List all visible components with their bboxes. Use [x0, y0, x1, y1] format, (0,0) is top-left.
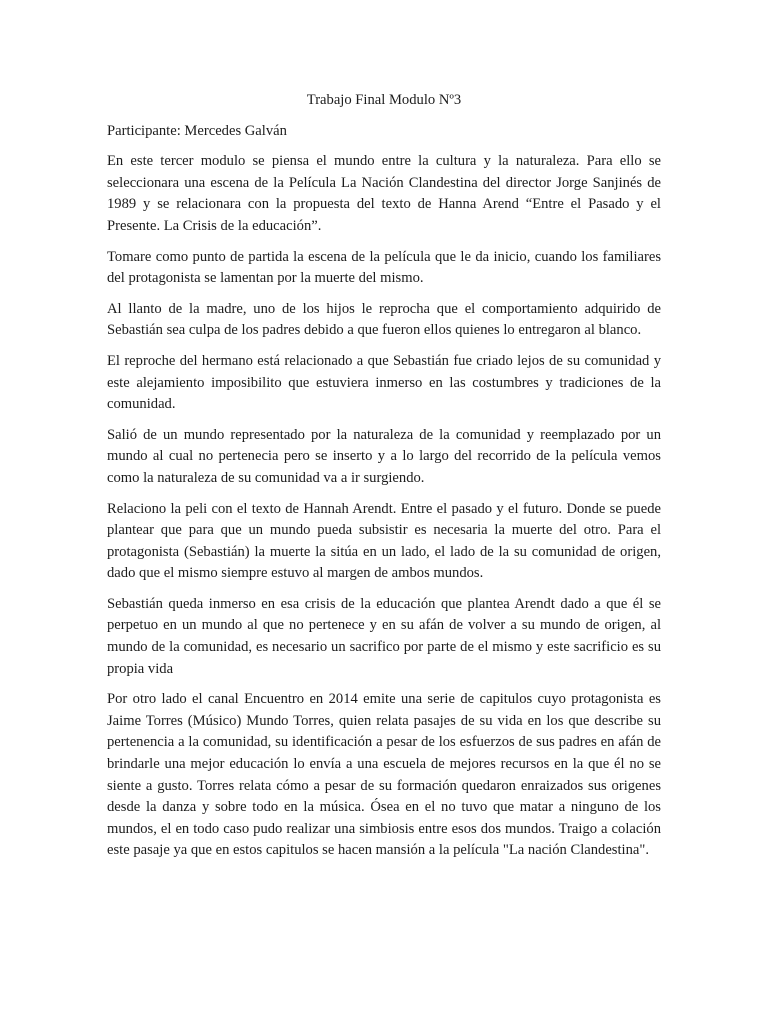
- participant-line: Participante: Mercedes Galván: [107, 122, 287, 139]
- paragraph-2: Tomare como punto de partida la escena de la película que le da inicio, cuando los familiares del protagonista se lamentan por la muerte del mismo.: [107, 248, 661, 287]
- paragraph-4: El reproche del hermano está relacionado a que Sebastián fue criado lejos de su comunidad y este alejamiento imposibilito que estuviera inmerso en las costumbres y tradiciones de la comunidad.: [107, 352, 661, 413]
- document-title: Trabajo Final Modulo Nº3: [306, 92, 462, 108]
- paragraph-3: Al llanto de la madre, uno de los hijos le reprocha que el comportamiento adquirido de Sebastián sea culpa de los padres debido a que fueron ellos quienes lo entregaron al blanco.: [107, 300, 661, 339]
- paragraph-1: En este tercer modulo se piensa el mundo entre la cultura y la naturaleza. Para ello se seleccionara una escena de la Película La Nación Clandestina del director Jorge Sanjinés de 1989 y se relacionara con la propuesta del texto de Hanna Arend “Entre el Pasado y el Presente. La Crisis de la educación”.: [107, 153, 661, 234]
- paragraph-7: Sebastián queda inmerso en esa crisis de la educación que plantea Arendt dado a que él se perpetuo en un mundo al que no pertenece y en su afán de volver a su mundo de origen, al mundo de la comunidad, es necesario un sacrifico por parte de el mismo y este sacrificio es su propia vida: [107, 595, 661, 677]
- paragraph-6: Relaciono la peli con el texto de Hannah Arendt. Entre el pasado y el futuro. Donde se puede plantear que para que un mundo pueda subsistir es necesaria la muerte del otro. Para el protagonista (Sebastián) la muerte la sitúa en un lado, el lado de la su comunidad de origen, dado que el mismo siempre estuvo al margen de ambos mundos.: [107, 500, 661, 582]
- paragraph-5: Salió de un mundo representado por la naturaleza de la comunidad y reemplazado por un mundo al cual no pertenecia pero se inserto y a lo largo del recorrido de la película vemos como la naturaleza de su comunidad va a ir surgiendo.: [107, 426, 661, 486]
- paragraph-8: Por otro lado el canal Encuentro en 2014 emite una serie de capitulos cuyo protagonista es Jaime Torres (Músico) Mundo Torres, quien relata pasajes de su vida en los que describe su pertenencia a la comunidad, su identificación a pesar de los esfuerzos de sus padres en afán de brindarle una mejor educación lo envía a una escuela de mejores recursos en la que él no se siente a gusto. Torres relata cómo a pesar de su formación quedaron enraizados sus origenes desde la danza y sobre todo en la música. Ósea en el no tuvo que matar a ninguno de los mundos, el en todo caso pudo realizar una simbiosis entre esos dos mundos. Traigo a colación este pasaje ya que en estos capitulos se hacen mansión a la película "La nación Clandestina".: [107, 691, 661, 859]
- document-page: [107, 90, 661, 871]
